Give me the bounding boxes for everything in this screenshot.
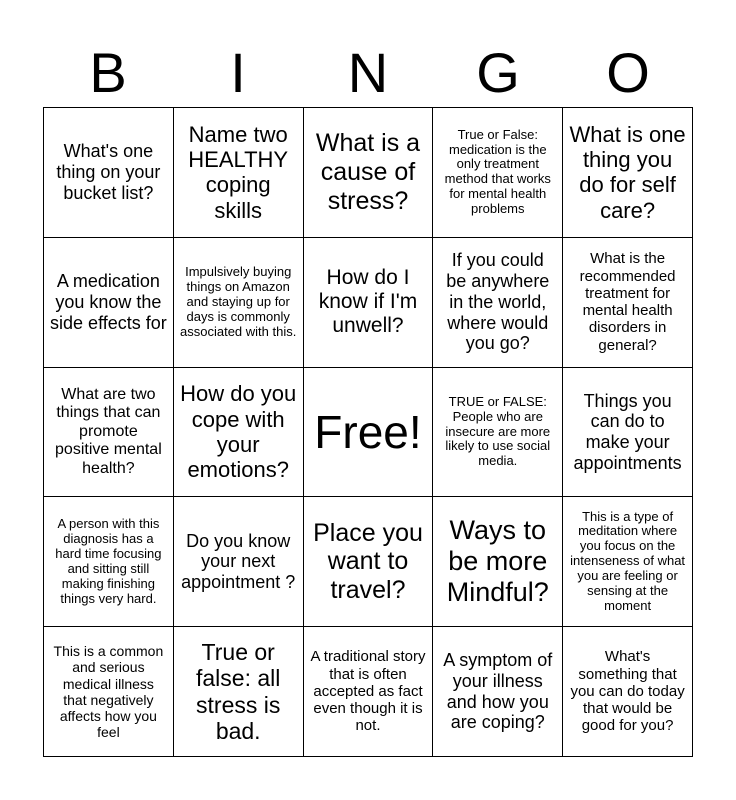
bingo-cell[interactable]: [174, 108, 304, 238]
header-letter-g: G: [476, 41, 520, 104]
cell-text: A person with this diagnosis has a hard time focusing and sitting still making finishing things very hard.: [55, 515, 162, 606]
cell-text: What is one thing you do for self care?: [569, 121, 686, 223]
bingo-cell[interactable]: [433, 368, 563, 498]
bingo-cell[interactable]: [563, 497, 693, 627]
bingo-cell[interactable]: [563, 108, 693, 238]
cell-text: Impulsively buying things on Amazon and staying up for days is commonly associated with this.: [180, 263, 297, 339]
bingo-cell[interactable]: [433, 627, 563, 757]
bingo-cell[interactable]: [563, 238, 693, 368]
bingo-board: [43, 107, 693, 757]
bingo-header: [43, 38, 693, 108]
cell-text: True or False: medication is the only treatment method that works for mental health problems: [444, 126, 551, 217]
header-letter-o: O: [606, 41, 650, 104]
bingo-cell[interactable]: [44, 627, 174, 757]
cell-text: This is a common and serious medical illness that negatively affects how you feel: [53, 643, 164, 740]
cell-text: Name two HEALTHY coping skills: [188, 121, 289, 223]
bingo-cell[interactable]: [44, 368, 174, 498]
bingo-cell[interactable]: [44, 497, 174, 627]
bingo-cell[interactable]: [563, 368, 693, 498]
cell-text: What's something that you can do today that would be good for you?: [570, 648, 685, 735]
cell-text: What are two things that can promote positive mental health?: [55, 386, 162, 477]
bingo-cell[interactable]: [44, 108, 174, 238]
bingo-cell[interactable]: [174, 497, 304, 627]
cell-text: A symptom of your illness and how you are coping?: [443, 650, 553, 733]
bingo-cell[interactable]: [304, 238, 434, 368]
bingo-cell[interactable]: [174, 238, 304, 368]
cell-text: A medication you know the side effects for: [50, 271, 167, 333]
bingo-cell[interactable]: [563, 627, 693, 757]
bingo-cell[interactable]: [433, 108, 563, 238]
cell-text: Things you can do to make your appointments: [573, 390, 682, 473]
bingo-cell[interactable]: [304, 627, 434, 757]
cell-text: What is a cause of stress?: [315, 129, 421, 215]
cell-text: Place you want to travel?: [313, 518, 423, 605]
cell-text: How do you cope with your emotions?: [180, 381, 297, 483]
bingo-cell[interactable]: [174, 627, 304, 757]
cell-text: True or false: all stress is bad.: [196, 638, 281, 745]
cell-text: This is a type of meditation where you focus on the intenseness of what you are feeling or sensing at the moment: [570, 508, 686, 614]
cell-text: Ways to be more Mindful?: [446, 515, 549, 608]
bingo-cell[interactable]: [433, 497, 563, 627]
cell-text: What is the recommended treatment for mental health disorders in general?: [579, 250, 676, 354]
cell-text: Do you know your next appointment ?: [181, 530, 296, 593]
free-space-label: Free!: [314, 405, 422, 458]
cell-text: If you could be anywhere in the world, where would you go?: [446, 250, 550, 354]
cell-text: How do I know if I'm unwell?: [318, 265, 418, 338]
bingo-cell[interactable]: [44, 238, 174, 368]
cell-text: TRUE or FALSE: People who are insecure are more likely to use social media.: [445, 393, 551, 469]
header-letter-n: N: [347, 41, 389, 104]
bingo-cell[interactable]: [304, 108, 434, 238]
bingo-cell[interactable]: [433, 238, 563, 368]
bingo-cell[interactable]: [304, 497, 434, 627]
cell-text: A traditional story that is often accepted as fact even though it is not.: [310, 648, 426, 735]
cell-text: What's one thing on your bucket list?: [56, 141, 161, 203]
bingo-cell[interactable]: [174, 368, 304, 498]
free-space[interactable]: [304, 368, 434, 498]
header-letter-b: B: [89, 41, 127, 104]
header-letter-i: I: [230, 41, 246, 104]
